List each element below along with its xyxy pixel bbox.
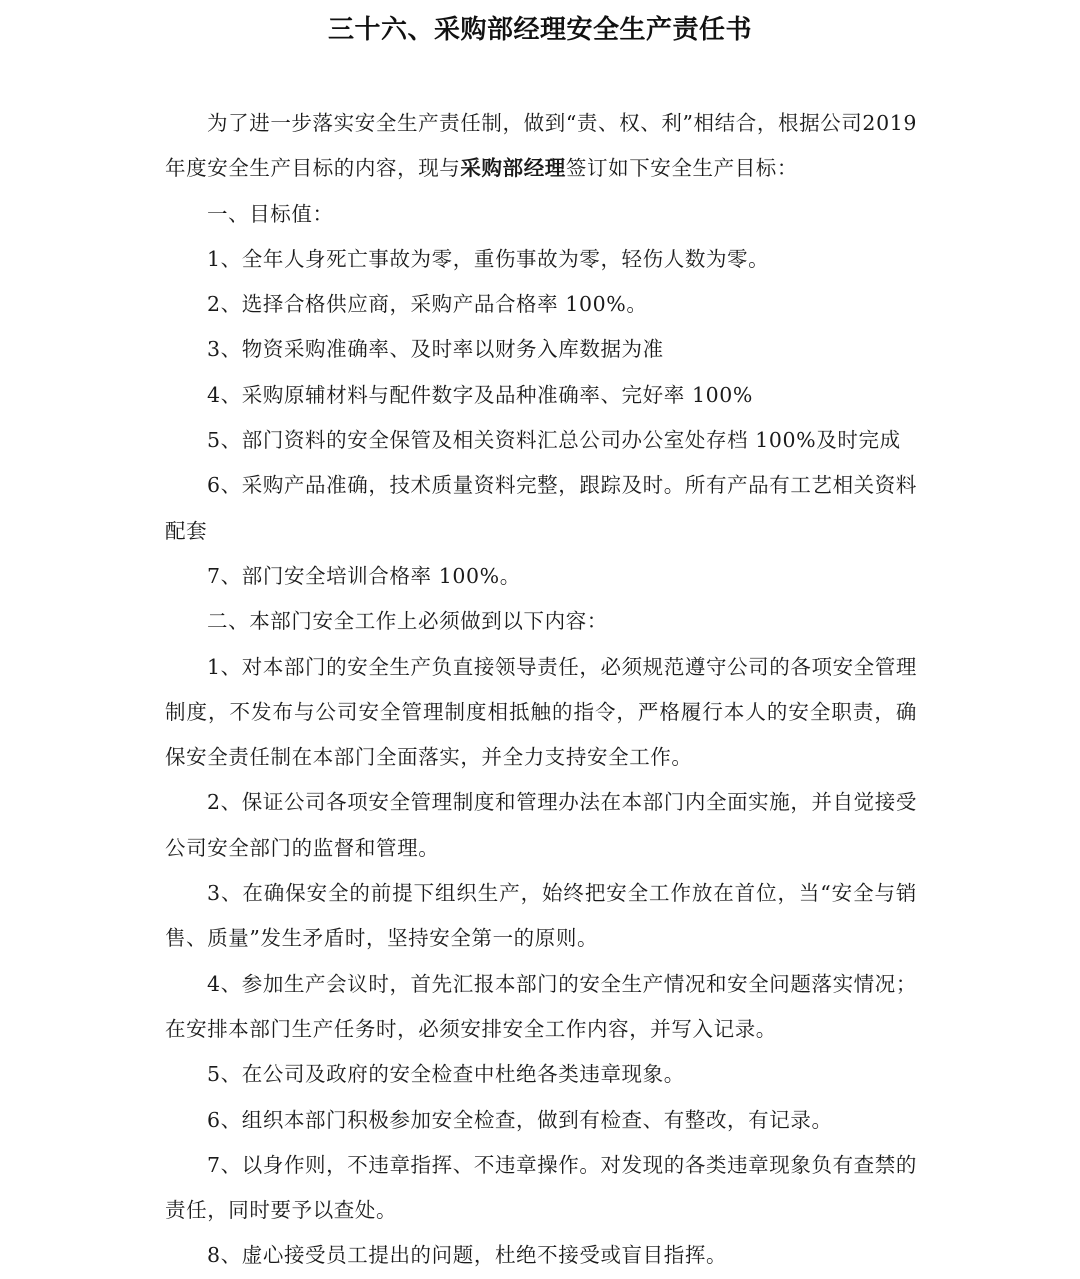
document-title: 三十六、采购部经理安全生产责任书 xyxy=(327,15,752,45)
section2-item-7: 7、以身作则，不违章指挥、不违章操作。对发现的各类违章现象负有查禁的责任，同时要予以查处。 xyxy=(165,1152,917,1223)
section1-item-4: 4、采购原辅材料与配件数字及品种准确率、完好率 100% xyxy=(207,382,753,407)
intro-text-2: 2019 年度安全生产目标的内容，现与 xyxy=(165,111,917,181)
document-body xyxy=(165,101,917,1279)
section2-item-1: 1、对本部门的安全生产负直接领导责任，必须规范遵守公司的各项安全管理制度，不发布与公司安全管理制度相抵触的指令，严格履行本人的安全职责，确保安全责任制在本部门全面落实，并全力支持安全工作。 xyxy=(165,654,917,770)
section2-item-3: 3、在确保安全的前提下组织生产，始终把安全工作放在首位，当“安全与销售、质量”发生矛盾时，坚持安全第一的原则。 xyxy=(165,881,917,951)
intro-text-3: 签订如下安全生产目标： xyxy=(565,156,799,181)
section2-item-5: 5、在公司及政府的安全检查中杜绝各类违章现象。 xyxy=(207,1062,685,1087)
intro-text-1: 为了进一步落实安全生产责任制，做到“责、权、利”相结合，根据公司 xyxy=(207,111,863,135)
section1-heading: 一、目标值： xyxy=(207,201,334,226)
section2-item-8: 8、虚心接受员工提出的问题，杜绝不接受或盲目指挥。 xyxy=(207,1243,728,1268)
section1-item-5: 5、部门资料的安全保管及相关资料汇总公司办公室处存档 100%及时完成 xyxy=(207,428,901,453)
section1-item-6: 6、采购产品准确，技术质量资料完整，跟踪及时。所有产品有工艺相关资料配套 xyxy=(165,473,917,543)
section1-item-1: 1、全年人身死亡事故为零，重伤事故为零，轻伤人数为零。 xyxy=(207,246,770,271)
section1-item-3: 3、物资采购准确率、及时率以财务入库数据为准 xyxy=(207,337,664,362)
intro-highlight: 采购部经理 xyxy=(460,156,566,181)
section1-item-2: 2、选择合格供应商，采购产品合格率 100%。 xyxy=(207,292,648,317)
section1-item-7: 7、部门安全培训合格率 100%。 xyxy=(207,563,521,588)
section2-item-6: 6、组织本部门积极参加安全检查，做到有检查、有整改，有记录。 xyxy=(207,1107,833,1132)
section2-item-4: 4、参加生产会议时，首先汇报本部门的安全生产情况和安全问题落实情况；在安排本部门生产任务时，必须安排安全工作内容，并写入记录。 xyxy=(165,971,917,1041)
section2-item-2: 2、保证公司各项安全管理制度和管理办法在本部门内全面实施，并自觉接受公司安全部门的监督和管理。 xyxy=(165,790,917,860)
intro-paragraph xyxy=(165,101,917,192)
section2-heading: 二、本部门安全工作上必须做到以下内容： xyxy=(207,609,608,634)
